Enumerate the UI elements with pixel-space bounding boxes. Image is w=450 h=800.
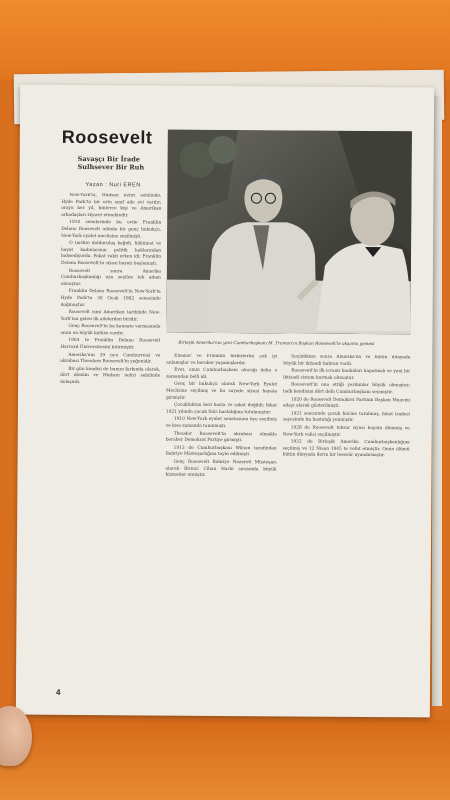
paragraph: O tarihte dolduruluş kağıdı, hükümet ve hayat kadınlarının politik haklarından bahsediyordu. Fakat vakit erken idi; Franklin Delano Roosevelt'in siyasi hayatı başlamıştı. [60, 241, 162, 267]
paragraph: 1921 senesinde çocuk felcine tutulmuş, fakat iradesi sayesinde bu hastalığı yenmiştir. [282, 411, 410, 424]
paragraph: Franklin Delano Roosevelt'in New-York'ta Hyde Park'ta 30 Ocak 1882 senesinde doğmuştur. [60, 289, 161, 308]
paragraph: 1928 de Roosevelt tekrar siyasi hayata dönmüş ve New-York valisi seçilmiştir. [282, 425, 410, 438]
paragraph: Evet, onun Cumhurbaşkanı olacağı daha o zamandan belli idi. [166, 367, 278, 380]
paragraph: Bir gün kendisi de bunun farkında olarak, dört dönüm ve Hudson nehri sahilinde dolaşırdı. [60, 366, 161, 386]
paragraph: Eleanor ve Franklin birbirlerini çok iyi anlamışlar ve beraber yaşamışlardır. [166, 353, 278, 366]
article-subtitle [78, 155, 170, 172]
orange-background-top [0, 0, 450, 80]
paragraph: Seçildikten sonra Amerika'da ve bütün dünyada büyük bir iktisadi buhran vardı. [283, 354, 411, 367]
page-stack-edge [432, 96, 442, 706]
paragraph: 1904 te Franklin Delano Roosevelt Harvard Üniversitesini bitirmiştir. [60, 338, 161, 351]
paragraph: Theodor Roosevelt'in akrabası olmakla beraber Demokrat Partiye girmişti. [165, 431, 277, 444]
article-column-3 [281, 354, 410, 685]
paragraph: Amerika'nın 29 ncu Cumhurreisi ve akrabası Theodore Roosevelt'in yeğenidir. [60, 352, 161, 365]
article-photo [166, 130, 411, 335]
paragraph: Roosevelt'in ilk icraatı bankaları kapatmak ve yeni bir iktisadi sistem kurmak olmuştur. [283, 368, 411, 381]
orange-background-bottom [0, 720, 450, 800]
paragraph: Roosevelt ismi Amerikan tarihinde New-York'tan gelen ilk ailelerden biridir. [60, 309, 161, 323]
paragraph: 1910 New-York eyalet senatosuna üye seçilmiş ve kısa zamanda tanınmıştı. [165, 416, 277, 429]
paragraph: Çocukluktan beri hasta ve sakat değildi; fakat 1921 yılında çocuk felci hastalığına tutulmuştur. [165, 402, 277, 416]
paragraph: Genç bir hukukçu olarak New-York Eyalet Meclisine seçilmiş ve bu sayede siyasi hayata girmiştir. [166, 382, 278, 401]
subtitle-line: Sulhsever Bir Ruh [77, 162, 145, 172]
photo-truman-roosevelt [166, 130, 411, 335]
magazine-page [16, 85, 434, 718]
paragraph: 1932 de Birleşik Amerika Cumhurbaşkanlığına seçilmiş ve 12 Nisan 1945 te vefat etmiştir. Onun ölümü bütün dünyada derin bir teessür uyandırmıştır. [282, 439, 410, 459]
article-column-1 [58, 193, 161, 684]
paragraph: 1913 de Cumhurbaşkanı Wilson tarafından Bahriye Müsteşarlığına tayin edilmişti. [165, 445, 277, 458]
photo-caption: Birleşik Amerika'nın yeni Cumhurbaşkanı M. Truman'ın Başkan Roosevelt'le akşama yemesi [178, 339, 375, 347]
article-title: Roosevelt [61, 126, 153, 148]
article-byline: Yazan : Nuri EREN [85, 182, 141, 189]
paragraph: New-York'ta, Hudson nehri sahilinde, Hyde Park'ta bir orta sınıf aile evi vardır; oraya her yıl, binlerce kişi ve Amerikan arkadaşları ziyaret etmektedir. [61, 192, 162, 219]
paragraph: Genç Roosevelt'in bu kanaate varmasında onun en büyük katkısı vardır. [60, 324, 161, 337]
paragraph: 1920 de Roosevelt Demokrat Partinin Başkan Muavini adayı olarak gösterilmişti. [282, 397, 411, 409]
paragraph: Roosevelt sonra Amerika Cumhurbaşkanlığı için seçilen tek adam olmuştur. [60, 268, 161, 287]
paragraph: 1910 senelerinde bu evde Franklin Delano Roosevelt adında bir genç hukukçu, New-York eyalet meclisine seçilmişti. [61, 220, 162, 239]
paragraph: Genç Roosevelt Bahriye Nezareti Müsteşarı olarak Birinci Cihan Harbi sırasında büyük hizmetler etmiştir. [165, 459, 277, 478]
page-number: 4 [55, 687, 61, 697]
article-column-2 [164, 354, 277, 685]
paragraph: Roosevelt'in ona ettiği yardımlar büyük olmuştur; halk kendisini dört defa Cumhurbaşkanı seçmiştir. [283, 382, 411, 396]
subtitle-line: Savaşçı Bir İrade [77, 154, 140, 164]
